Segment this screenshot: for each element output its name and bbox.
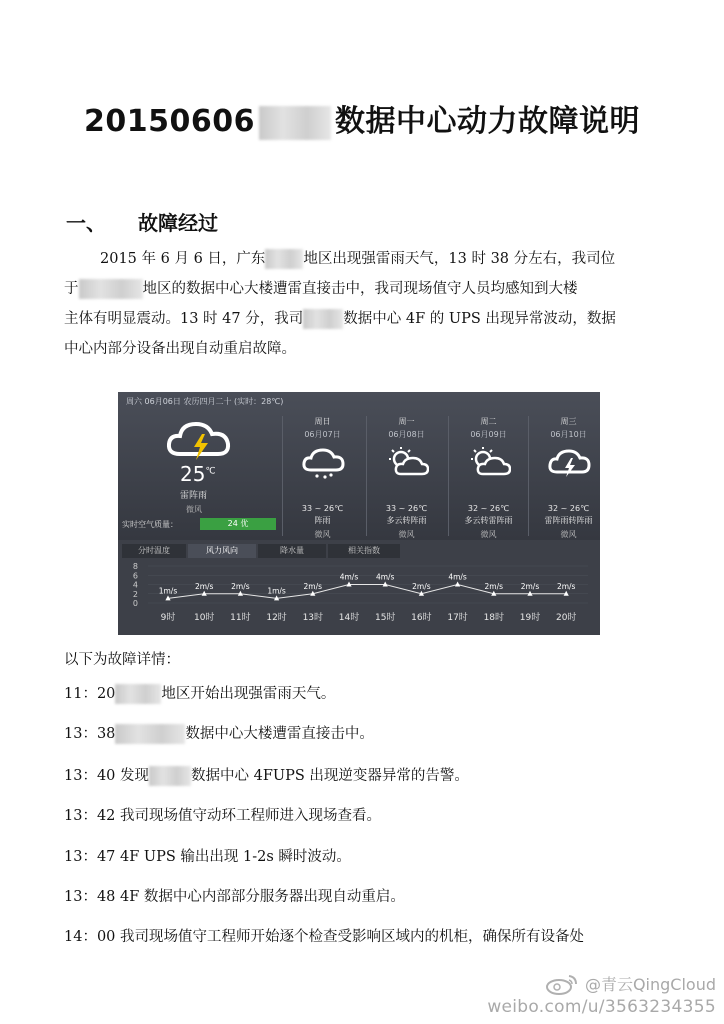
weibo-icon (545, 973, 579, 995)
data-label: 4m/s (339, 572, 359, 582)
tab-precipitation[interactable]: 降水量 (258, 544, 326, 558)
forecast-range: 33 ~ 26℃ (301, 504, 344, 513)
y-tick-label: 0 (132, 599, 138, 608)
weibo-watermark (487, 972, 716, 1017)
x-tick-label: 17时 (447, 613, 468, 623)
air-quality-badge: 24 优 (200, 518, 276, 530)
watermark-url: weibo.com/u/3563234355 (487, 997, 716, 1017)
incident-paragraph (64, 244, 662, 364)
wind-line (168, 585, 566, 599)
forecast-range: 32 ~ 26℃ (547, 504, 590, 513)
event-detail-text: 数据中心 4FUPS 出现逆变器异常的告警。 (191, 768, 469, 784)
x-tick-label: 12时 (266, 613, 287, 623)
title-text: 数据中心动力故障说明 (335, 104, 640, 139)
x-tick-label: 10时 (193, 613, 215, 623)
y-tick-label: 2 (132, 589, 138, 599)
forecast-day: 周日 (314, 417, 331, 426)
event-time-text: 13：38 (64, 726, 116, 742)
forecast-wind: 微风 (314, 530, 331, 539)
event-item (64, 722, 374, 744)
text-span: 2015 年 6 月 6 日，广东 (100, 251, 266, 267)
event-item (64, 845, 351, 866)
x-tick-label: 15时 (374, 613, 396, 623)
thunderstorm-icon (547, 446, 591, 480)
event-time-text: 13：40 发现 (64, 768, 150, 784)
event-item (64, 885, 405, 906)
x-tick-label: 14时 (338, 613, 360, 623)
redacted-block (115, 724, 185, 744)
forecast-day-1 (282, 416, 362, 539)
x-tick-label: 11时 (230, 613, 251, 623)
forecast-date: 06月09日 (470, 430, 507, 439)
x-tick-label: 18时 (483, 613, 505, 623)
forecast-day-4 (528, 416, 600, 539)
wind-point (455, 582, 460, 587)
data-label: 2m/s (520, 581, 540, 591)
x-tick-label: 20时 (555, 613, 577, 623)
text-span: 主体有明显震动。13 时 47 分，我司 (64, 311, 304, 327)
text-span: 地区出现强雷雨天气，13 时 38 分左右，我司位 (303, 251, 616, 267)
current-condition: 雷阵雨 (180, 491, 208, 501)
paragraph-line: 中心内部分设备出现自动重启故障。 (64, 341, 296, 357)
forecast-condition: 多云转阵雨 (386, 516, 427, 525)
paragraph-line (64, 274, 662, 304)
data-label: 4m/s (375, 572, 395, 582)
text-span: 数据中心 4F 的 UPS 出现异常波动，数据 (343, 311, 616, 327)
partly-cloudy-thunder-icon (467, 446, 511, 480)
y-tick-label: 8 (132, 562, 138, 571)
event-time-text: 13：48 4F 数据中心内部部分服务器出现自动重启。 (64, 889, 405, 905)
data-label: 2m/s (194, 581, 214, 591)
forecast-day-3 (448, 416, 528, 539)
forecast-wind: 微风 (398, 530, 415, 539)
text-span: 于 (64, 281, 79, 297)
paragraph-line (64, 304, 662, 334)
data-label: 2m/s (303, 581, 323, 591)
forecast-date: 06月07日 (304, 430, 341, 439)
event-item (64, 682, 335, 704)
wind-chart (118, 558, 600, 635)
forecast-wind: 微风 (560, 530, 577, 539)
forecast-condition: 阵雨 (314, 516, 331, 525)
weather-summary (118, 392, 600, 540)
tab-wind[interactable]: 风力风向 (188, 544, 256, 558)
document-title (0, 96, 724, 140)
watermark-handle: @青云QingCloud (584, 975, 716, 994)
redacted-block (303, 309, 343, 329)
thunderstorm-icon (166, 416, 232, 462)
event-time-text: 14：00 我司现场值守工程师开始逐个检查受影响区域内的机柜，确保所有设备处 (64, 929, 585, 945)
data-label: 1m/s (158, 586, 178, 596)
redacted-block (79, 279, 143, 299)
section-title: 故障经过 (138, 211, 218, 235)
forecast-day-2 (366, 416, 446, 539)
section-heading (66, 207, 218, 236)
forecast-date: 06月08日 (388, 430, 425, 439)
forecast-day: 周一 (398, 417, 415, 426)
x-tick-label: 9时 (160, 613, 176, 623)
temp-value: 25 (180, 462, 206, 486)
x-tick-label: 13时 (302, 613, 324, 623)
text-span: 地区的数据中心大楼遭雷直接击中，我司现场值守人员均感知到大楼 (142, 281, 578, 297)
x-tick-label: 16时 (411, 613, 432, 623)
event-time-text: 11：20 (64, 686, 116, 702)
tab-indices[interactable]: 相关指数 (328, 544, 400, 558)
weather-tabs (118, 542, 600, 558)
event-time-text: 13：47 4F UPS 输出出现 1-2s 瞬时波动。 (64, 849, 351, 865)
section-number: 一、 (66, 211, 106, 235)
redacted-block (265, 249, 303, 269)
data-label: 1m/s (267, 586, 286, 596)
x-tick-label: 19时 (519, 613, 541, 623)
forecast-range: 32 ~ 26℃ (467, 504, 510, 513)
weather-screenshot (118, 392, 600, 635)
watermark-line1 (487, 972, 716, 995)
event-item (64, 804, 381, 825)
event-detail-text: 地区开始出现强雷雨天气。 (161, 686, 336, 702)
details-intro: 以下为故障详情： (64, 652, 180, 668)
partly-cloudy-rain-icon (385, 446, 429, 480)
data-label: 2m/s (484, 581, 504, 591)
forecast-condition: 雷阵雨转阵雨 (544, 516, 593, 525)
forecast-range: 33 ~ 26℃ (385, 504, 428, 513)
forecast-wind: 微风 (480, 530, 497, 539)
forecast-day: 周三 (560, 417, 577, 426)
data-label: 2m/s (231, 581, 250, 591)
air-quality-label: 实时空气质量： (122, 520, 178, 529)
event-item (64, 764, 469, 786)
forecast-condition: 多云转雷阵雨 (464, 516, 513, 525)
data-label: 2m/s (412, 581, 431, 591)
redacted-block (115, 684, 161, 704)
redacted-block (149, 766, 191, 786)
current-wind: 微风 (186, 505, 202, 514)
forecast-date: 06月10日 (550, 430, 587, 439)
forecast-day: 周二 (480, 417, 497, 426)
paragraph-line (64, 244, 662, 274)
tab-temperature[interactable]: 分时温度 (122, 544, 186, 558)
y-tick-label: 6 (132, 571, 138, 581)
shower-icon (301, 446, 345, 480)
weather-date: 周六 06月06日 农历四月二十 (实时：28℃) (126, 397, 284, 406)
temp-unit: ℃ (205, 466, 216, 477)
data-label: 2m/s (556, 581, 576, 591)
current-temperature (180, 462, 216, 486)
title-date: 20150606 (84, 104, 255, 139)
event-time-text: 13：42 我司现场值守动环工程师进入现场查看。 (64, 808, 382, 824)
y-tick-label: 4 (132, 580, 138, 590)
event-detail-text: 数据中心大楼遭雷直接击中。 (185, 726, 374, 742)
redacted-block (259, 106, 331, 140)
event-item (64, 925, 584, 946)
data-label: 4m/s (448, 572, 467, 582)
